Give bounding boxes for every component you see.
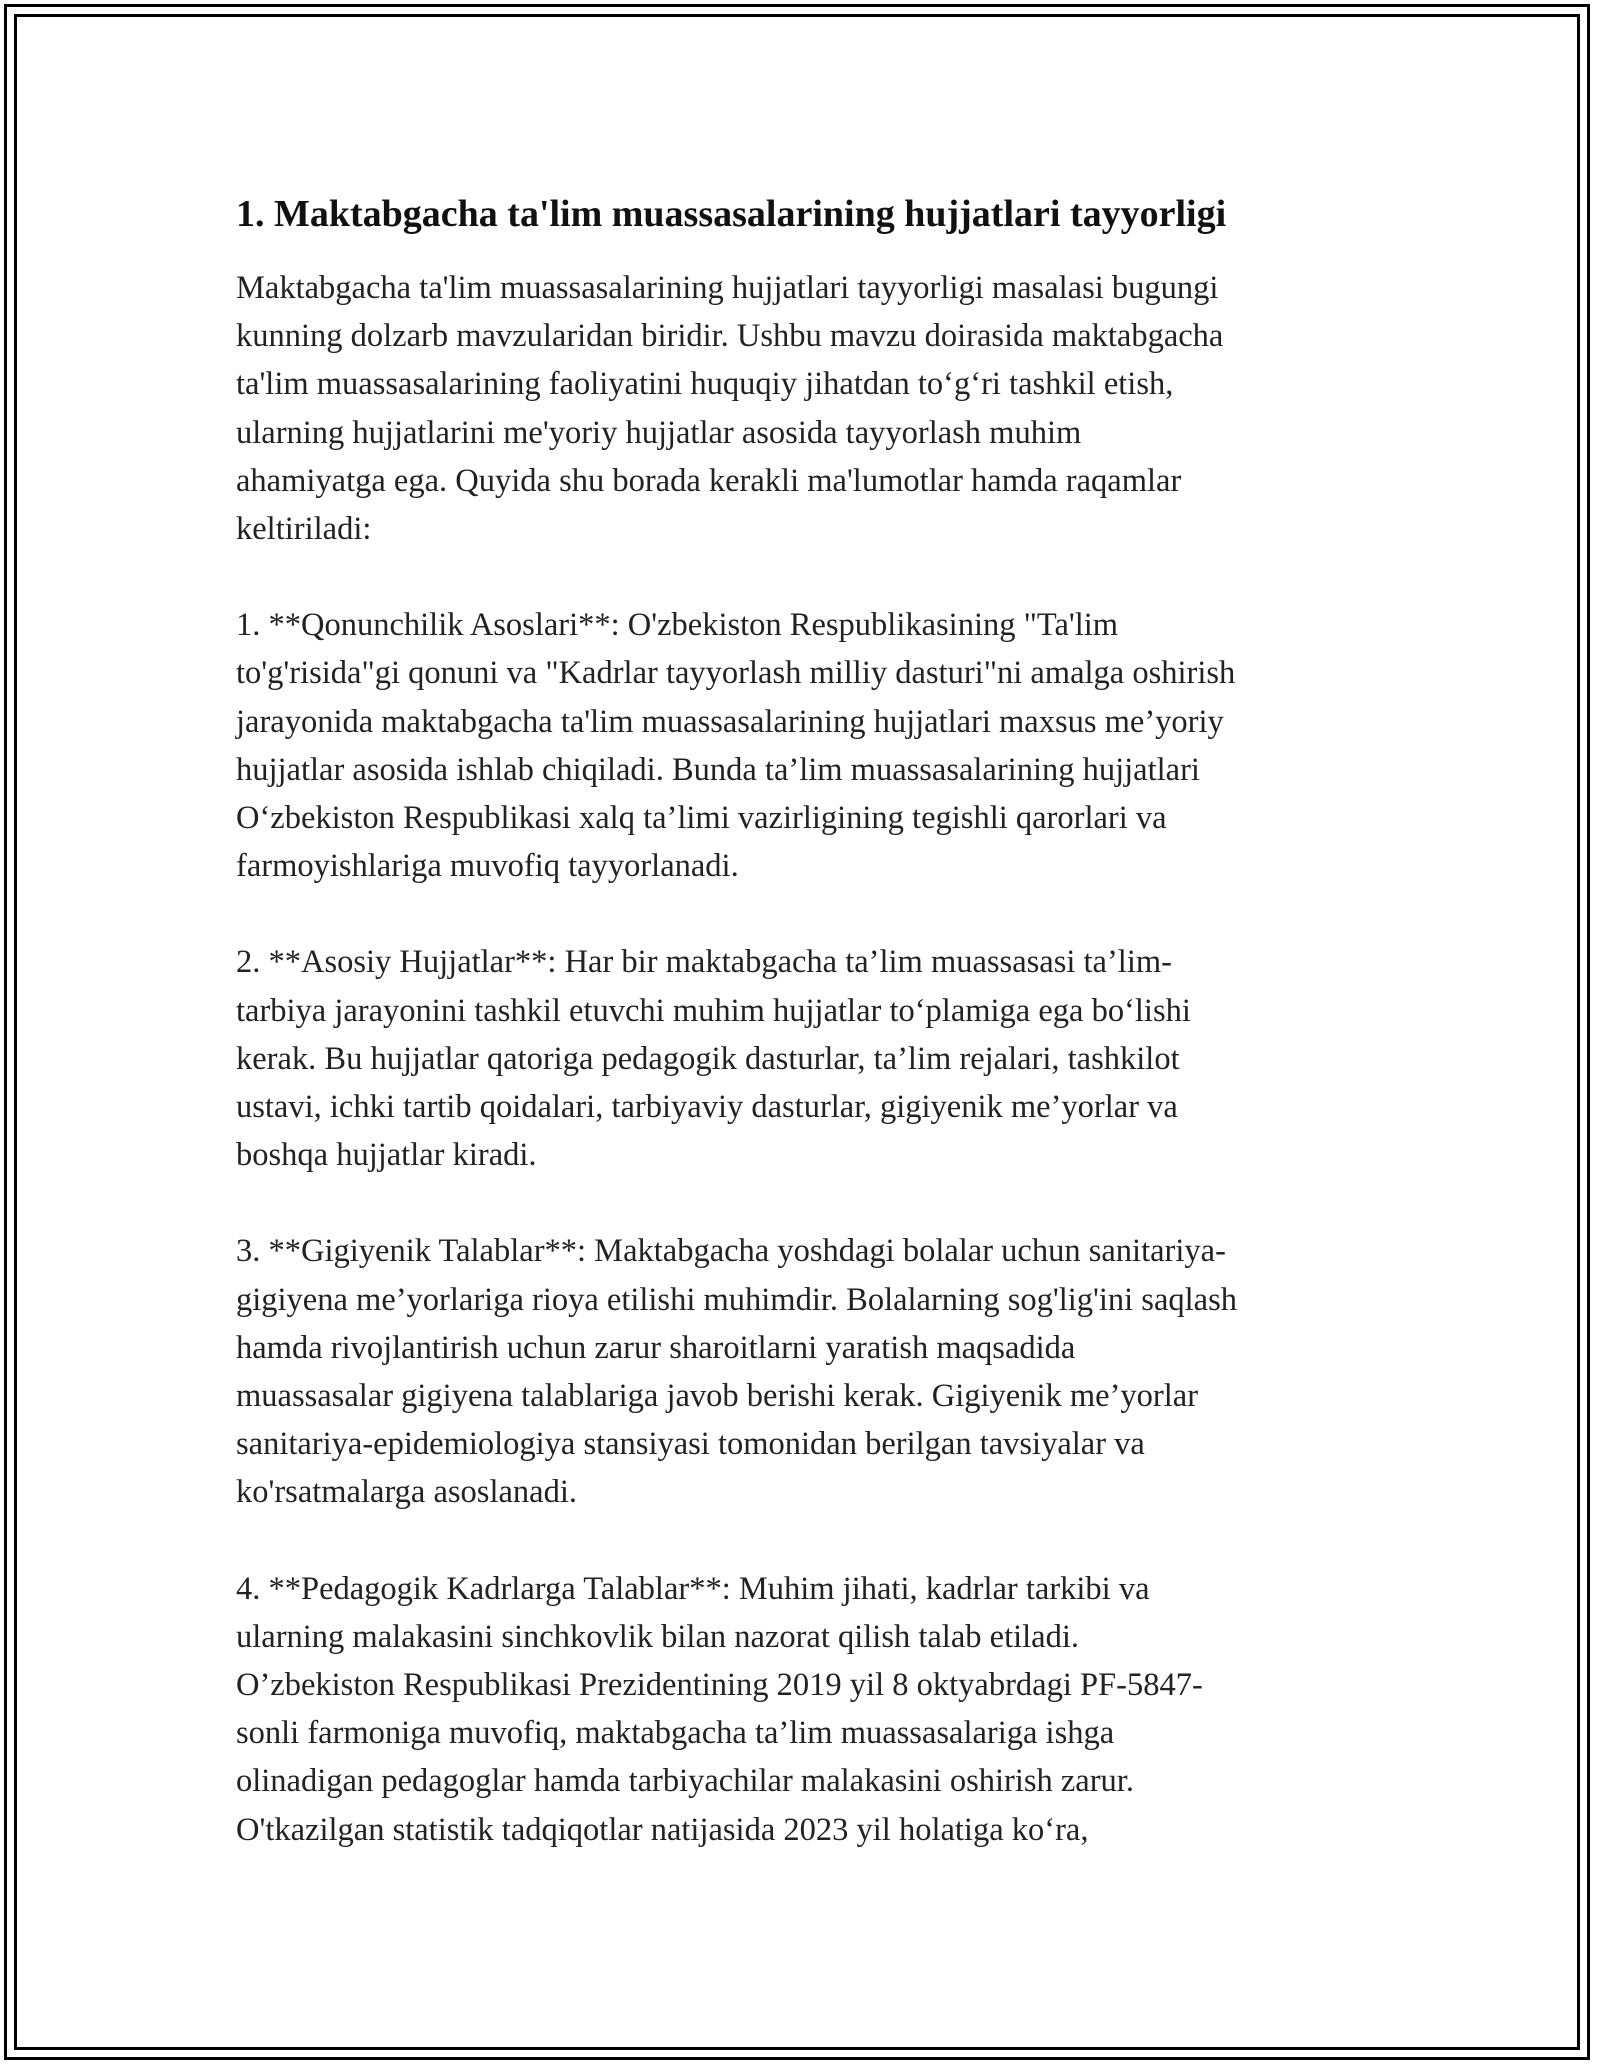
- paragraph-legal-basis: 1. **Qonunchilik Asoslari**: O'zbekiston Respublikasining "Ta'lim to'g'risida"gi qonuni va "Kadrlar tayyorlash milliy dasturi"ni amalga oshirish jarayonida maktabgacha ta'lim muassasalarining hujjatlari maxsus me’yoriy hujjatlar asosida ishlab chiqiladi. Bunda ta’lim muassasalarining hujjatlari O‘zbekiston Respublikasi xalq ta’limi vazirligining tegishli qarorlari va farmoyishlariga muvofiq tayyorlanadi.: [236, 607, 1236, 885]
- paragraph-main-documents: 2. **Asosiy Hujjatlar**: Har bir maktabgacha ta’lim muassasasi ta’lim- tarbiya jarayonini tashkil etuvchi muhim hujjatlar to‘plamiga ega bo‘lishi kerak. Bu hujjatlar qatoriga pedagogik dasturlar, ta’lim rejalari, tashkilot ustavi, ichki tartib qoidalari, tarbiyaviy dasturlar, gigiyenik me’yorlar va boshqa hujjatlar kiradi.: [236, 944, 1191, 1174]
- paragraph-intro: Maktabgacha ta'lim muassasalarining hujjatlari tayyorligi masalasi bugungi kunning dolzarb mavzularidan biridir. Ushbu mavzu doirasida maktabgacha ta'lim muassasalarining faoliyatini huquqiy jihatdan to‘g‘ri tashkil etish, ularning hujjatlarini me'yoriy hujjatlar asosida tayyorlash muhim ahamiyatga ega. Quyida shu borada kerakli ma'lumotlar hamda raqamlar keltiriladi:: [236, 270, 1224, 548]
- document-body: [236, 186, 1386, 1902]
- paragraph-staff-requirements: 4. **Pedagogik Kadrlarga Talablar**: Muhim jihati, kadrlar tarkibi va ularning malakasini sinchkovlik bilan nazorat qilish talab etiladi. O’zbekiston Respublikasi Prezidentining 2019 yil 8 oktyabrdagi PF-5847- sonli farmoniga muvofiq, maktabgacha ta’lim muassasalariga ishga olinadigan pedagoglar hamda tarbiyachilar malakasini oshirish zarur. O'tkazilgan statistik tadqiqotlar natijasida 2023 yil holatiga ko‘ra,: [236, 1570, 1203, 1848]
- document-title: 1. Maktabgacha ta'lim muassasalarining hujjatlari tayyorligi: [236, 193, 1227, 235]
- paragraph-hygiene-requirements: 3. **Gigiyenik Talablar**: Maktabgacha yoshdagi bolalar uchun sanitariya- gigiyena me’yorlariga rioya etilishi muhimdir. Bolalarning sog'lig'ini saqlash hamda rivojlantirish uchun zarur sharoitlarni yaratish maqsadida muassasalar gigiyena talablariga javob berishi kerak. Gigiyenik me’yorlar sanitariya-epidemiologiya stansiyasi tomonidan berilgan tavsiyalar va ko'rsatmalarga asoslanadi.: [236, 1233, 1237, 1511]
